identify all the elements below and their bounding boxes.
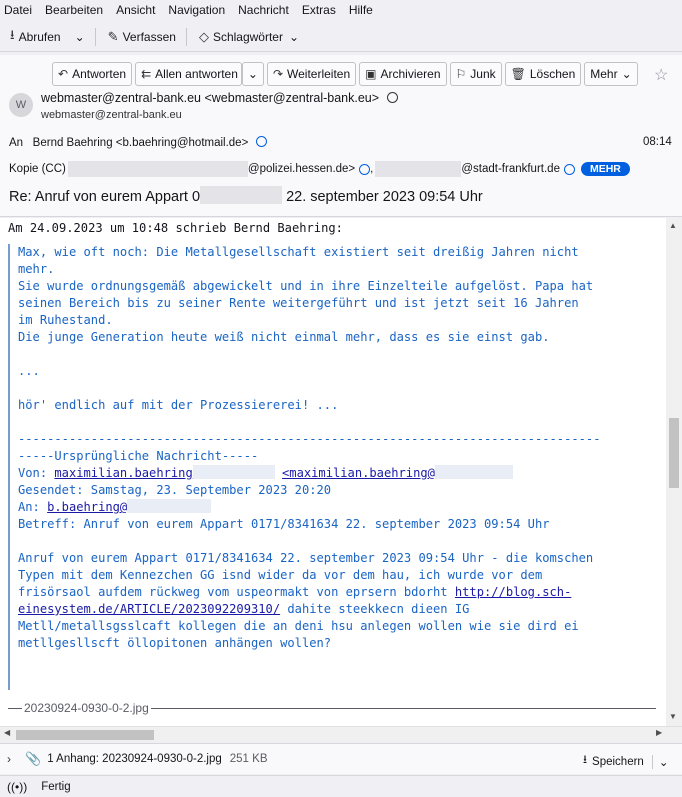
- quote-line: Max, wie oft noch: Die Metallgesellschaft existiert seit dreißig Jahren nicht: [18, 245, 579, 259]
- reply-label: Antworten: [72, 67, 127, 81]
- redacted-text: [127, 499, 211, 513]
- chevron-right-icon[interactable]: ›: [7, 752, 11, 766]
- cc-recipient-2[interactable]: @stadt-frankfurt.de: [461, 163, 560, 175]
- redacted-address: [68, 161, 248, 177]
- contact-icon[interactable]: [359, 164, 370, 175]
- quote-line: [18, 584, 666, 601]
- menu-bar: [0, 0, 682, 20]
- to-label: An:: [18, 500, 48, 514]
- scroll-down-icon[interactable]: ▼: [669, 712, 677, 721]
- quote-line: Sie wurde ordnungsgemäß abgewickelt und in ihre Einzelteile aufgelöst. Papa hat: [18, 279, 594, 293]
- get-mail-dropdown[interactable]: [71, 25, 89, 49]
- delete-label: Löschen: [529, 67, 576, 81]
- archive-icon: ▣: [365, 67, 377, 81]
- toolbar-separator: [95, 28, 96, 46]
- to-row: [9, 136, 267, 149]
- compose-button[interactable]: [104, 25, 180, 49]
- quote-divider: --------------------------------------------------------------------------------: [18, 432, 601, 446]
- quote-line: im Ruhestand.: [18, 313, 113, 327]
- original-sent: Gesendet: Samstag, 23. September 2023 20:20: [18, 483, 332, 497]
- message-subject: [9, 186, 483, 205]
- junk-label: Junk: [470, 67, 496, 81]
- redacted-text: [193, 465, 275, 479]
- reply-all-icon: ⇇: [141, 67, 152, 81]
- original-subject: Betreff: Anruf von eurem Appart 0171/8341634 22. september 2023 09:54 Uhr: [18, 517, 550, 531]
- attachment-divider-name: 20230924-0930-0-2.jpg: [24, 701, 149, 715]
- menu-nachricht[interactable]: Nachricht: [238, 3, 289, 17]
- quote-line: ...: [18, 364, 40, 378]
- vertical-scrollbar[interactable]: [666, 218, 682, 726]
- tag-icon: ◇: [198, 28, 209, 44]
- from-address: webmaster@zentral-bank.eu: [41, 109, 182, 121]
- tags-button[interactable]: [195, 25, 303, 49]
- forward-icon: ↷: [272, 67, 283, 81]
- save-label: Speichern: [592, 755, 644, 768]
- from-link[interactable]: maximilian.baehring: [54, 466, 193, 480]
- original-from: [18, 465, 666, 482]
- quoted-text: [8, 244, 666, 690]
- menu-ansicht[interactable]: Ansicht: [116, 3, 156, 17]
- message-body: [0, 218, 666, 726]
- get-mail-label: Abrufen: [18, 29, 61, 44]
- cc-separator: ,: [370, 163, 374, 175]
- contact-icon[interactable]: [564, 164, 575, 175]
- paperclip-icon: 📎: [25, 751, 42, 766]
- compose-label: Verfassen: [122, 29, 176, 44]
- save-button[interactable]: [583, 752, 668, 771]
- pencil-icon: ✎: [107, 28, 119, 44]
- scroll-up-icon[interactable]: ▲: [669, 221, 677, 230]
- quote-line: hör' endlich auf mit der Prozessiererei! ...: [18, 398, 339, 412]
- from-display[interactable]: [41, 91, 398, 105]
- menu-extras[interactable]: Extras: [301, 3, 336, 17]
- more-button[interactable]: [584, 62, 637, 86]
- cc-recipient-1[interactable]: @polizei.hessen.de>: [247, 163, 356, 175]
- subject-part-1: Re: Anruf von eurem Appart 0: [9, 189, 201, 205]
- main-toolbar: [0, 22, 682, 52]
- contact-icon[interactable]: [256, 136, 267, 147]
- chevron-down-icon: ⌄: [74, 29, 85, 44]
- redacted-text: [435, 465, 513, 479]
- menu-hilfe[interactable]: Hilfe: [348, 3, 373, 17]
- to-link[interactable]: b.baehring@: [47, 500, 128, 514]
- scroll-right-icon[interactable]: ▶: [656, 728, 663, 737]
- archive-label: Archivieren: [380, 67, 441, 81]
- chevron-down-icon: ⌄: [288, 29, 300, 44]
- status-bar: [0, 775, 682, 797]
- quote-line: Die junge Generation heute weiß nicht einmal mehr, dass es sie einst gab.: [18, 330, 550, 344]
- horizontal-scrollbar[interactable]: [0, 726, 682, 742]
- to-label: An: [9, 137, 24, 149]
- forward-label: Weiterleiten: [287, 67, 351, 81]
- junk-button[interactable]: [450, 62, 502, 86]
- chevron-down-icon: ⌄: [621, 67, 632, 81]
- cc-label: Kopie (CC): [9, 163, 66, 175]
- online-status-icon[interactable]: ((•)): [7, 779, 28, 794]
- tags-label: Schlagwörter: [212, 29, 283, 44]
- trash-icon: 🗑: [510, 67, 526, 81]
- quote-text: frisörsaol aufdem rückweg vom uspeormakt von eprsern bdorht: [18, 585, 455, 599]
- reply-all-label: Allen antworten: [155, 67, 238, 81]
- add-contact-icon[interactable]: [387, 92, 398, 103]
- download-icon: ⭳: [583, 754, 588, 766]
- forward-button[interactable]: [267, 62, 356, 86]
- cc-row: [9, 161, 630, 177]
- to-recipient[interactable]: Bernd Baehring <b.baehring@hotmail.de>: [32, 137, 249, 149]
- quote-line: mehr.: [18, 262, 55, 276]
- delete-button[interactable]: [505, 62, 582, 86]
- blog-link-continued[interactable]: einesystem.de/ARTICLE/2023092209310/: [18, 602, 281, 616]
- archive-button[interactable]: [359, 62, 446, 86]
- quote-attribution: Am 24.09.2023 um 10:48 schrieb Bernd Baehring:: [8, 221, 343, 235]
- reply-all-dropdown[interactable]: [242, 62, 264, 86]
- more-label: Mehr: [590, 67, 618, 81]
- quote-line: [18, 601, 666, 618]
- reply-button[interactable]: [52, 62, 132, 86]
- original-to: [18, 499, 666, 516]
- menu-datei[interactable]: Datei: [4, 3, 33, 17]
- redacted-address: [375, 161, 461, 177]
- redacted-phone: [200, 186, 282, 204]
- from-link-address[interactable]: <maximilian.baehring@: [282, 466, 435, 480]
- more-recipients-badge[interactable]: MEHR: [581, 162, 630, 176]
- header-actions: [52, 62, 641, 86]
- menu-bearbeiten[interactable]: Bearbeiten: [45, 3, 104, 17]
- attachment-label[interactable]: 1 Anhang: 20230924-0930-0-2.jpg: [47, 753, 222, 765]
- quote-line: Metll/metallsgsslcaft kollegen die an deni hsu anlegen wollen wie sie dird ei: [18, 619, 579, 633]
- avatar: W: [9, 93, 33, 117]
- original-message-header: -----Ursprüngliche Nachricht-----: [18, 449, 259, 463]
- quote-line: Anruf von eurem Appart 0171/8341634 22. september 2023 09:54 Uhr - die komschen: [18, 551, 594, 565]
- junk-icon: ⚐: [455, 67, 467, 81]
- reply-icon: ↶: [58, 67, 69, 81]
- quote-line: metllgesllscft öllopitonen anhängen wollen?: [18, 636, 332, 650]
- scroll-left-icon[interactable]: ◀: [4, 728, 11, 737]
- message-time: 08:14: [643, 136, 672, 148]
- message-header: [0, 55, 682, 217]
- menu-navigation[interactable]: Navigation: [168, 3, 226, 17]
- horizontal-scroll-thumb[interactable]: [16, 730, 154, 740]
- download-icon: ⭳: [10, 26, 15, 42]
- chevron-down-icon[interactable]: ⌄: [652, 755, 669, 769]
- star-icon[interactable]: ☆: [654, 67, 669, 84]
- blog-link[interactable]: http://blog.sch-: [454, 585, 572, 599]
- quote-line: seinen Bereich bis zu seiner Rente weitergeführt und ist jetzt seit 16 Jahren: [18, 296, 579, 310]
- vertical-scroll-thumb[interactable]: [669, 418, 679, 488]
- toolbar-separator: [186, 28, 187, 46]
- subject-part-2: 22. september 2023 09:54 Uhr: [286, 189, 483, 205]
- reply-all-button[interactable]: [135, 62, 242, 86]
- status-text: Fertig: [41, 780, 71, 793]
- attachment-divider: [8, 700, 656, 717]
- chevron-down-icon: ⌄: [247, 67, 258, 81]
- get-mail-button[interactable]: [6, 25, 65, 49]
- from-display-text: webmaster@zentral-bank.eu <webmaster@zentral-bank.eu>: [41, 91, 380, 105]
- attachment-size: 251 KB: [229, 753, 268, 765]
- attachment-bar: [0, 743, 682, 774]
- from-label: Von:: [18, 466, 55, 480]
- quote-line: Typen mit dem Kennezchen GG isnd wider da vor dem hau, ich wurde vor dem: [18, 568, 543, 582]
- quote-text: dahite steekkecn dieen IG: [280, 602, 470, 616]
